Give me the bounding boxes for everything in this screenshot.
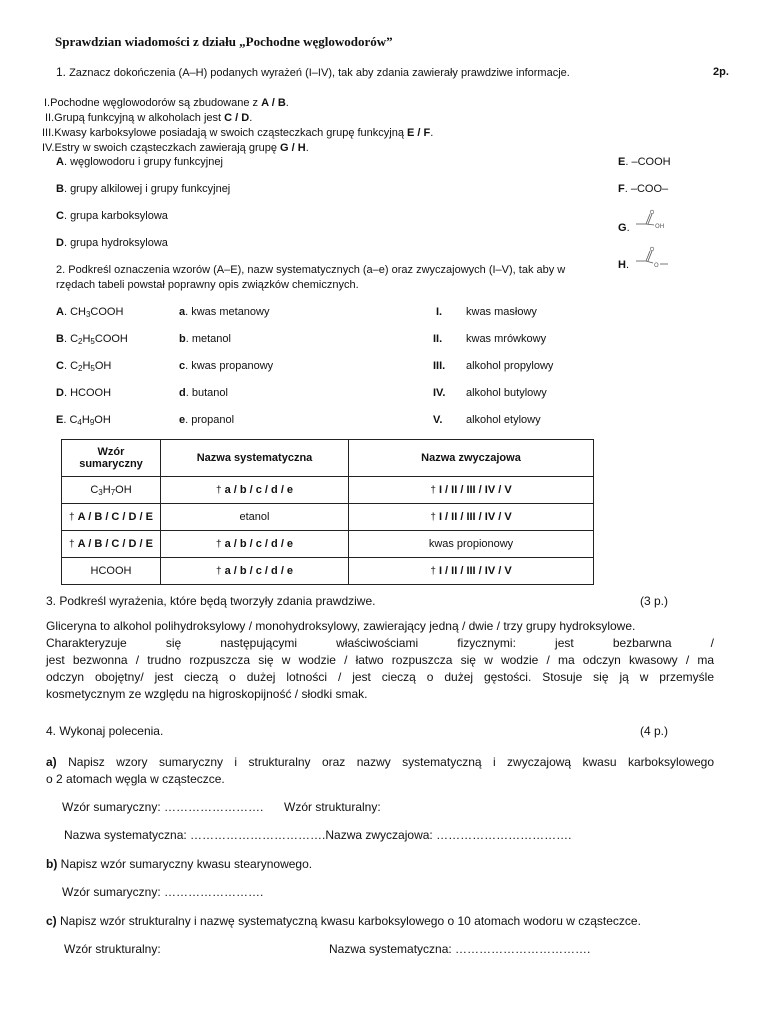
q2-systematic-b: b. metanol [179, 333, 231, 345]
table-cell-formula: $C_3H_7OH$ [62, 477, 161, 504]
q4a-text-line1: a) Napisz wzory sumaryczny i strukturalny oraz nazwy systematyczną i zwyczajową kwasu karboksylowego [46, 755, 714, 769]
q2-formula-e: E. $C_4H_9OH$ [56, 414, 111, 427]
table-cell-systematic-options[interactable]: † a / b / c / d / e [161, 558, 349, 585]
q2-systematic-c: c. kwas propanowy [179, 360, 274, 372]
q2-common-num-4: IV. [433, 387, 446, 399]
table-row [62, 477, 594, 504]
q2-formula-c: C. $C_2H_5OH$ [56, 360, 112, 373]
table-row [62, 558, 594, 585]
q2-instruction-line2: rzędach tabeli powstał poprawny opis związków chemicznych. [56, 279, 359, 291]
q2-systematic-d: d. butanol [179, 387, 228, 399]
q2-common-num-2: II. [433, 333, 443, 345]
q4a-names: Nazwa systematyczna: …………………………….Nazwa zwyczajowa: ……………………………. [64, 828, 572, 842]
q1-answer-c: C. grupa karboksylowa [56, 210, 168, 222]
table-cell-common: kwas propionowy [349, 531, 594, 558]
q2-common-num-3: III. [433, 360, 446, 372]
q4c-text: c) Napisz wzór strukturalny i nazwę systematyczną kwasu karboksylowego o 10 atomach wodoru w cząsteczce. [46, 914, 641, 928]
q3-text-line3: jest bezwonna / trudno rozpuszcza się w wodzie / łatwo rozpuszcza się w wodzie / ma odczyn kwasowy / ma [46, 653, 714, 667]
q1-points: 2p. [713, 66, 729, 78]
q2-common-1: kwas masłowy [466, 306, 537, 318]
q2-formula-a: A. $CH_3COOH$ [56, 306, 124, 319]
q3-text-line1: Gliceryna to alkohol polihydroksylowy / monohydroksylowy, zawierający jedną / dwie / trzy grupy hydroksylowe. [46, 619, 636, 633]
q4c-structural-formula: Wzór strukturalny: [64, 942, 161, 956]
q4a-structural-formula: Wzór strukturalny: [284, 800, 381, 814]
table-cell-systematic: etanol [161, 504, 349, 531]
q1-instruction: 1. Zaznacz dokończenia (A–H) podanych wyrażeń (I–IV), tak aby zdania zawierały prawdziwe informacje. [56, 65, 570, 79]
q2-answer-table [61, 439, 594, 585]
table-row [62, 531, 594, 558]
q1-answer-a: A. węglowodoru i grupy funkcyjnej [56, 156, 223, 168]
q2-instruction-line1: 2. Podkreśl oznaczenia wzorów (A–E), nazw systematycznych (a–e) oraz zwyczajowych (I–V), tak aby w [56, 264, 566, 276]
ester-structure-icon [634, 245, 674, 271]
table-cell-formula-options[interactable]: † A / B / C / D / E [62, 531, 161, 558]
q3-points: (3 p.) [640, 594, 669, 608]
table-cell-systematic-options[interactable]: † a / b / c / d / e [161, 477, 349, 504]
q1-answer-g: G. [618, 222, 630, 234]
table-header-formula: Wzór sumaryczny [62, 440, 161, 477]
q2-common-2: kwas mrówkowy [466, 333, 547, 345]
q4-points: (4 p.) [640, 724, 669, 738]
q4b-text: b) Napisz wzór sumaryczny kwasu stearynowego. [46, 857, 313, 871]
table-header-systematic: Nazwa systematyczna [161, 440, 349, 477]
q2-common-3: alkohol propylowy [466, 360, 554, 372]
table-row [62, 504, 594, 531]
q2-common-num-5: V. [433, 414, 443, 426]
q1-answer-h: H. [618, 259, 630, 271]
q3-text-line2: Charakteryzuje się następującymi właściwościami fizycznymi: jest bezbarwna / [46, 636, 714, 650]
q1-statement-4: IV.Estry w swoich cząsteczkach zawierają grupę G / H. [42, 142, 309, 154]
struct-g-label: OH [655, 223, 665, 230]
q4c-systematic-name: Nazwa systematyczna: ……………………………. [329, 942, 591, 956]
q2-common-5: alkohol etylowy [466, 414, 541, 426]
table-cell-formula: HCOOH [62, 558, 161, 585]
carboxyl-structure-icon [634, 208, 674, 234]
q1-statement-1: I.Pochodne węglowodorów są zbudowane z A / B. [44, 97, 289, 109]
q2-systematic-e: e. propanol [179, 414, 235, 426]
q2-common-num-1: I. [436, 306, 443, 318]
q4b-summary-formula: Wzór sumaryczny: ……………………. [62, 885, 264, 899]
table-cell-formula-options[interactable]: † A / B / C / D / E [62, 504, 161, 531]
q4a-summary-formula: Wzór sumaryczny: ……………………. [62, 800, 264, 814]
q1-statement-2: II.Grupą funkcyjną w alkoholach jest C / D. [45, 112, 253, 124]
q1-statement-3: III.Kwasy karboksylowe posiadają w swoich cząsteczkach grupę funkcyjną E / F. [42, 127, 434, 139]
q3-text-line5: kosmetycznym ze względu na higroskopijność / słodki smak. [46, 687, 368, 701]
q4a-text-line2: o 2 atomach węgla w cząsteczce. [46, 772, 225, 786]
table-cell-common-options[interactable]: † I / II / III / IV / V [349, 504, 594, 531]
q2-systematic-a: a. kwas metanowy [179, 306, 270, 318]
q1-answer-b: B. grupy alkilowej i grupy funkcyjnej [56, 183, 231, 195]
struct-h-label: O [654, 262, 659, 269]
q2-formula-b: B. $C_2H_5COOH$ [56, 333, 128, 346]
q2-common-4: alkohol butylowy [466, 387, 547, 399]
table-cell-common-options[interactable]: † I / II / III / IV / V [349, 558, 594, 585]
table-cell-systematic-options[interactable]: † a / b / c / d / e [161, 531, 349, 558]
q2-formula-d: D. HCOOH [56, 387, 112, 399]
page-title: Sprawdzian wiadomości z działu „Pochodne węglowodorów” [55, 34, 393, 49]
q1-answer-d: D. grupa hydroksylowa [56, 237, 168, 249]
q1-answer-e: E. –COOH [618, 156, 671, 168]
q1-answer-f: F. –COO– [618, 183, 669, 195]
table-header-common: Nazwa zwyczajowa [349, 440, 594, 477]
q3-text-line4: odczyn obojętny/ jest cieczą o dużej lotności / jest cieczą o dużej gęstości. Stosuje się ją w przemyśle [46, 670, 714, 684]
table-cell-common-options[interactable]: † I / II / III / IV / V [349, 477, 594, 504]
q3-title: 3. Podkreśl wyrażenia, które będą tworzyły zdania prawdziwe. [46, 594, 376, 608]
q4-title: 4. Wykonaj polecenia. [46, 724, 164, 738]
